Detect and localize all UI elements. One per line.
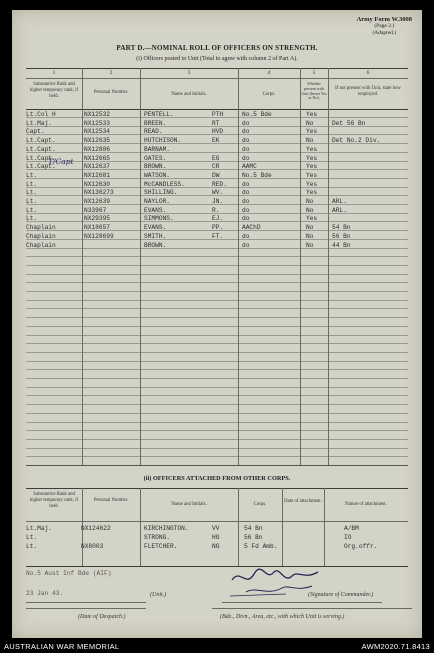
cell-name: WATSON. — [144, 171, 170, 179]
col-number-5: 5 — [312, 70, 316, 76]
attached-cell-name: STRONG. — [144, 534, 170, 541]
cell-rank: Lt. — [26, 180, 38, 188]
table-row — [26, 172, 406, 180]
form-adapted: (Adapted.) — [372, 29, 397, 36]
form-identifier — [357, 16, 412, 36]
cell-rank: Lt.Col H — [26, 111, 56, 118]
table-row — [26, 163, 406, 171]
cell-name: SIMMONS. — [144, 215, 174, 223]
cell-rank: Lt.Maj. — [26, 119, 52, 127]
cell-corps: AAChD — [242, 224, 261, 232]
table-row — [26, 207, 406, 215]
col-number-6: 6 — [366, 70, 370, 76]
table-row — [26, 128, 406, 136]
cell-name: McCANDLESS. — [144, 180, 185, 188]
cell-rank: Lt. — [26, 198, 38, 205]
cell-number: N33967 — [84, 206, 107, 214]
cell-employed: 54 Bn — [332, 224, 351, 232]
cell-rank: Chaplain — [26, 232, 56, 240]
cell-name: SHILLING. — [144, 189, 178, 197]
cell-number: NX12639 — [84, 198, 110, 205]
cell-present: No — [306, 232, 314, 240]
cell-name: BROWN. — [144, 241, 167, 249]
cell-number: NX12665 — [84, 154, 110, 162]
cell-corps: do — [242, 154, 250, 162]
unit-label: (Unit.) — [150, 592, 167, 598]
cell-name: NAYLOR. — [144, 198, 170, 205]
cell-employed: Det 56 Bn — [332, 119, 366, 127]
part-title: PART D.—NOMINAL ROLL OF OFFICERS ON STRENGTH. — [116, 44, 318, 52]
cell-present: Yes — [306, 180, 318, 188]
cell-corps: do — [242, 180, 250, 188]
cell-corps: do — [242, 137, 250, 145]
attached-cell-number: NX124622 — [81, 525, 111, 532]
attached-header-number: Personal Number. — [93, 498, 129, 503]
cell-number: NX136273 — [84, 189, 114, 197]
cell-rank: Chaplain — [26, 224, 56, 232]
table-row — [26, 111, 406, 119]
attached-cell-corps: 56 Bn — [244, 534, 263, 541]
table-row — [26, 233, 406, 241]
attached-cell-rank: Lt.Maj. — [26, 525, 52, 532]
cell-name: READ. — [144, 128, 163, 136]
handwritten-annotation: T/Capt — [48, 157, 74, 166]
cell-corps: do — [242, 119, 250, 127]
cell-corps: No.5 Bde — [242, 111, 272, 118]
attached-cell-corps: 5 Fd Amb. — [244, 543, 278, 550]
header-number: Personal Number. — [93, 90, 129, 95]
cell-present: Yes — [306, 111, 318, 118]
cell-number: NX12806 — [84, 145, 110, 153]
cell-rank: Lt. — [26, 206, 38, 214]
table-row — [26, 155, 406, 163]
cell-rank: Lt.Capt. — [26, 154, 56, 162]
attached-cell-init: NG — [212, 543, 220, 550]
archive-reference: AWM2020.71.8413 — [361, 642, 430, 651]
col-number-4: 4 — [267, 70, 271, 76]
header-employed: If not present with Unit, state how employed. — [335, 86, 401, 97]
header-present: Whether present with Unit (Insert Yes or No). — [301, 81, 327, 101]
table-row — [26, 189, 406, 197]
cell-init: DW — [212, 171, 220, 179]
cell-number: NX29395 — [84, 215, 110, 223]
col-number-2: 2 — [109, 70, 113, 76]
cell-employed: 56 Bn — [332, 232, 351, 240]
cell-init: EJ. — [212, 215, 224, 223]
attached-cell-nature: A/BM — [344, 525, 359, 532]
cell-init: WV. — [212, 189, 224, 197]
cell-present: Yes — [306, 215, 318, 223]
cell-init: FT. — [212, 232, 224, 240]
attached-cell-nature: IO — [344, 534, 352, 541]
attached-cell-init: VV — [212, 525, 220, 532]
cell-init: RT — [212, 119, 220, 127]
cell-corps: do — [242, 128, 250, 136]
cell-name: HUTCHISON. — [144, 137, 182, 145]
cell-rank: Lt.Capt. — [26, 137, 56, 145]
cell-rank: Lt.Capt. — [26, 145, 56, 153]
archive-caption: AUSTRALIAN WAR MEMORIAL — [4, 642, 120, 651]
attached-cell-name: FLETCHER. — [144, 543, 178, 550]
header-corps: Corps. — [262, 92, 276, 97]
attached-cell-nature: Org.offr. — [344, 543, 378, 550]
cell-name: EVANS. — [144, 224, 167, 232]
header-rank: Substantive Rank and higher temporary rank, if held. — [29, 82, 79, 99]
cell-rank: Lt.Capt. — [26, 163, 56, 171]
col-number-1: 1 — [52, 70, 56, 76]
cell-init: EK — [212, 137, 220, 145]
attached-header-corps: Corps. — [253, 502, 267, 507]
cell-corps: do — [242, 198, 250, 205]
cell-rank: Chaplain — [26, 241, 56, 249]
cell-name: BROWN. — [144, 163, 167, 171]
cell-init: EG — [212, 154, 220, 162]
cell-number: NX12532 — [84, 111, 110, 118]
cell-name: BARNAM. — [144, 145, 170, 153]
part-subtitle: (i) Officers posted to Unit (Total to agree with column 2 of Part A). — [136, 56, 298, 62]
cell-corps: No.5 Bde — [242, 171, 272, 179]
commander-label: (Signature of Commander.) — [308, 592, 374, 598]
cell-rank: Lt. — [26, 215, 38, 223]
unit-value: No.5 Aust Inf Bde (AIF) — [26, 570, 112, 577]
attached-header-name: Name and Initials. — [171, 502, 207, 507]
cell-rank: Lt. — [26, 171, 38, 179]
cell-present: Yes — [306, 145, 318, 153]
cell-init: PP. — [212, 224, 224, 232]
cell-number: NX18657 — [84, 224, 110, 232]
table-row — [26, 181, 406, 189]
despatch-date-value: 23 Jan 43. — [26, 590, 64, 597]
table-row — [26, 242, 406, 250]
cell-number: NX128699 — [84, 232, 114, 240]
cell-present: Yes — [306, 171, 318, 179]
cell-employed: ARL. — [332, 198, 347, 205]
attached-cell-corps: 54 Bn — [244, 525, 263, 532]
attached-cell-name: KIRCHINGTON. — [144, 525, 189, 532]
despatch-label: (Date of Despatch.) — [78, 614, 126, 620]
table-row — [26, 120, 406, 128]
cell-corps: do — [242, 232, 250, 240]
commander-signature — [226, 558, 336, 602]
document-sheet — [12, 10, 422, 638]
form-page: (Page 2.) — [374, 23, 395, 30]
bde-label: (Bde., Divn., Area, etc., with which Unit is serving.) — [220, 614, 345, 620]
list-item — [26, 543, 406, 551]
col-number-3: 3 — [187, 70, 191, 76]
cell-employed: 44 Bn — [332, 241, 351, 249]
cell-rank: Capt. — [26, 128, 45, 136]
attached-cell-init: HG — [212, 534, 220, 541]
cell-present: No — [306, 137, 314, 145]
cell-init: JN. — [212, 198, 224, 205]
table-row — [26, 215, 406, 223]
cell-employed: ARL. — [332, 206, 347, 214]
list-item — [26, 534, 406, 542]
cell-number: NX12637 — [84, 163, 110, 171]
cell-init: RED. — [212, 180, 227, 188]
cell-present: No — [306, 241, 314, 249]
cell-present: Yes — [306, 189, 318, 197]
cell-name: PENTELL. — [144, 111, 174, 118]
cell-corps: AAMC — [242, 163, 257, 171]
list-item — [26, 525, 406, 533]
cell-present: Yes — [306, 128, 318, 136]
cell-corps: do — [242, 206, 250, 214]
header-name: Name and Initials. — [171, 92, 207, 97]
cell-present: No — [306, 119, 314, 127]
cell-init: CR — [212, 163, 220, 171]
attached-header-rank: Substantive Rank and higher temporary rank, if held. — [29, 492, 79, 509]
attached-header-date: Date of attachment. — [284, 499, 322, 504]
cell-corps: do — [242, 215, 250, 223]
cell-present: No — [306, 206, 314, 214]
cell-init: HVD — [212, 128, 224, 136]
table-row — [26, 198, 406, 206]
form-number: Army Form W.3008 — [356, 16, 412, 23]
cell-number: NX12534 — [84, 128, 110, 136]
cell-rank: Lt. — [26, 189, 38, 197]
cell-name: SMITH. — [144, 232, 167, 240]
attached-cell-number: NX8003 — [81, 543, 104, 550]
cell-present: Yes — [306, 163, 318, 171]
cell-init: PTH — [212, 111, 224, 118]
cell-name: EVANS. — [144, 206, 167, 214]
attached-header-nature: Nature of attachment. — [345, 502, 387, 507]
table-row — [26, 146, 406, 154]
cell-number: NX12533 — [84, 119, 110, 127]
cell-corps: do — [242, 241, 250, 249]
cell-number: NX12630 — [84, 180, 110, 188]
table-row — [26, 137, 406, 145]
table-row — [26, 224, 406, 232]
cell-present: No — [306, 198, 314, 205]
cell-present: Yes — [306, 154, 318, 162]
cell-employed: Det No.2 Div. — [332, 137, 381, 145]
cell-number: NX12681 — [84, 171, 110, 179]
attached-cell-rank: Lt. — [26, 543, 38, 550]
attached-cell-rank: Lt. — [26, 534, 38, 541]
cell-corps: do — [242, 145, 250, 153]
attached-officers-title: (ii) OFFICERS ATTACHED FROM OTHER CORPS. — [143, 475, 291, 482]
cell-number: NX12635 — [84, 137, 110, 145]
cell-name: OATES. — [144, 154, 167, 162]
cell-init: R. — [212, 206, 220, 214]
cell-corps: do — [242, 189, 250, 197]
cell-name: BREEN. — [144, 119, 167, 127]
cell-present: No — [306, 224, 314, 232]
